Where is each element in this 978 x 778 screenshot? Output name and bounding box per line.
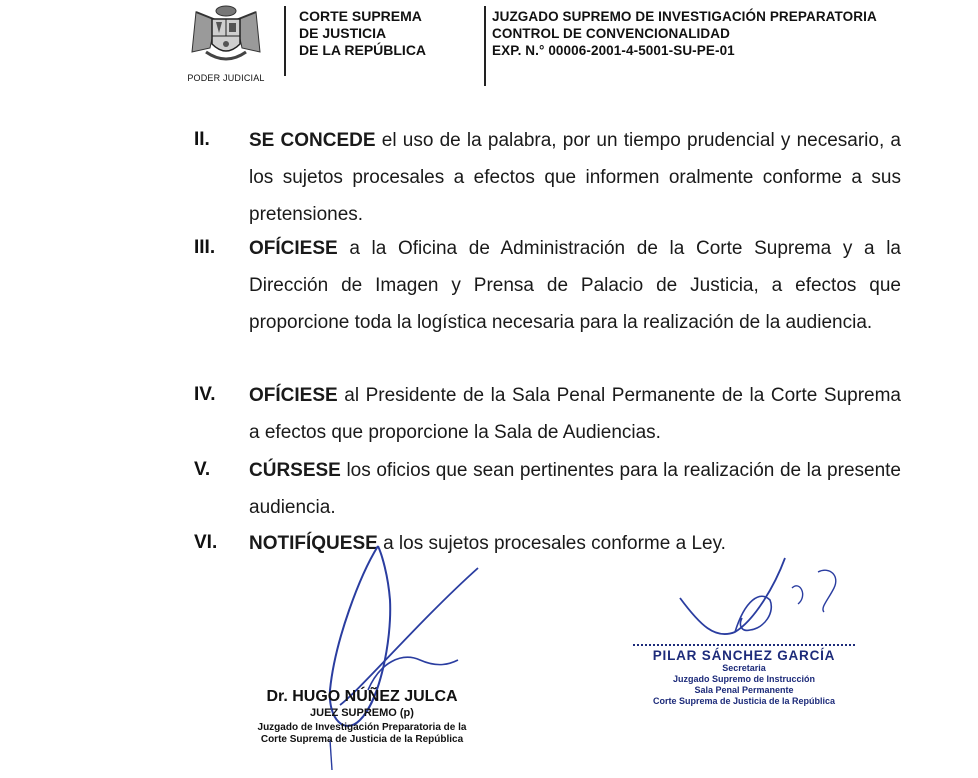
- header-divider-2: [484, 6, 486, 86]
- item-keyword: SE CONCEDE: [249, 130, 376, 151]
- court-name: [299, 8, 426, 59]
- stamp-dotted-line: [633, 644, 855, 646]
- item-paragraph: [249, 377, 901, 451]
- item-numeral: IV.: [194, 384, 216, 405]
- item-numeral: III.: [194, 237, 216, 258]
- item-text: al Presidente de la Sala Penal Permanente de la Corte Suprema a efectos que proporcione la Sala de Audiencias.: [249, 385, 901, 443]
- judge-org-line: Juzgado de Investigación Preparatoria de la: [257, 722, 467, 733]
- secretary-stamp: [628, 644, 860, 707]
- secretary-line: Secretaria: [722, 663, 766, 673]
- item-paragraph: [249, 122, 901, 233]
- court-line: DE JUSTICIA: [299, 25, 387, 41]
- judge-role: JUEZ SUPREMO (p): [310, 707, 414, 719]
- item-keyword: OFÍCIESE: [249, 238, 338, 259]
- judge-name: Dr. HUGO NÚÑEZ JULCA: [266, 688, 458, 705]
- secretary-line: Corte Suprema de Justicia de la República: [652, 696, 836, 706]
- item-paragraph: [249, 525, 901, 562]
- court-line: CORTE SUPREMA: [299, 8, 422, 24]
- juzgado-block: [492, 8, 877, 59]
- item-text: los oficios que sean pertinentes para la realización de la presente audiencia.: [249, 460, 901, 518]
- item-numeral: II.: [194, 129, 210, 150]
- secretary-line: Sala Penal Permanente: [694, 685, 794, 695]
- header-divider-1: [284, 6, 286, 76]
- judge-org: [232, 722, 492, 746]
- emblem-label: PODER JUDICIAL: [187, 73, 265, 83]
- item-numeral: VI.: [194, 532, 218, 553]
- document-header: [0, 0, 978, 90]
- item-keyword: CÚRSESE: [249, 460, 341, 481]
- item-text: el uso de la palabra, por un tiempo prudencial y necesario, a los sujetos procesales a efectos que informen oralmente conforme a sus pretensiones.: [249, 130, 901, 225]
- item-text: a la Oficina de Administración de la Corte Suprema y a la Dirección de Imagen y Prensa de Palacio de Justicia, a efectos que proporcione toda la logística necesaria para la realización de la audiencia.: [249, 238, 901, 333]
- secretary-line: Juzgado Supremo de Instrucción: [672, 674, 816, 684]
- item-paragraph: [249, 230, 901, 341]
- item-keyword: OFÍCIESE: [249, 385, 338, 406]
- judge-org-line: Corte Suprema de Justicia de la República: [260, 734, 464, 745]
- secretary-name: PILAR SÁNCHEZ GARCÍA: [652, 648, 836, 663]
- court-line: DE LA REPÚBLICA: [299, 42, 427, 58]
- judge-signature-block: [232, 688, 492, 746]
- coat-of-arms-icon: [186, 2, 266, 72]
- item-numeral: V.: [194, 459, 211, 480]
- juzgado-line: JUZGADO SUPREMO DE INVESTIGACIÓN PREPARATORIA: [492, 9, 877, 24]
- expediente-number: EXP. N.° 00006-2001-4-5001-SU-PE-01: [492, 43, 735, 58]
- item-text: a los sujetos procesales conforme a Ley.: [377, 533, 726, 554]
- emblem: [178, 2, 274, 86]
- item-keyword: NOTIFÍQUESE: [249, 533, 378, 554]
- juzgado-line: CONTROL DE CONVENCIONALIDAD: [492, 26, 730, 41]
- item-paragraph: [249, 452, 901, 526]
